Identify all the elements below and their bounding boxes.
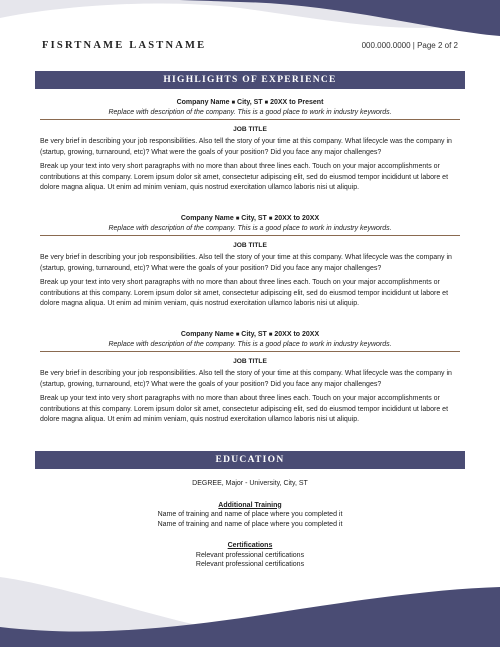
- top-wave-decoration: [0, 0, 500, 40]
- company-description: Replace with description of the company. This is a good place to work in industry keywords.: [108, 109, 392, 116]
- job-paragraph: Break up your text into very short paragraphs with no more than about three lines each. Touch on your major accomplishments or contributions at this company. Lorem ipsum dolor sit amet, consectetur adipiscing elit, sed do eiusmod tempor incididunt ut labore et dolore magna aliqua. Ut enim ad minim veniam, quis nostrud exercitation ullamco laboris nisi ut aliquip.: [40, 395, 449, 424]
- certification-item: Relevant professional certifications: [195, 551, 305, 559]
- job-paragraph: Be very brief in describing your job responsibilities. Also tell the story of your time at this company. What lifecycle was the company in (startup, growing, turnaround, etc)? What were the goals of your position? Did you face any major challenges?: [40, 254, 452, 272]
- square-bullet-icon: ■: [235, 216, 240, 222]
- training-item: Name of training and name of place where you completed it: [157, 511, 343, 518]
- job-entry-3: [40, 330, 460, 430]
- divider: [40, 351, 460, 352]
- job-title: JOB TITLE: [233, 126, 267, 133]
- phone-and-page: 000.000.0000 | Page 2 of 2: [361, 41, 458, 50]
- company-description: Replace with description of the company. This is a good place to work in industry keywords.: [108, 225, 392, 232]
- job-paragraph: Be very brief in describing your job responsibilities. Also tell the story of your time at this company. What lifecycle was the company in (startup, growing, turnaround, etc)? What were the goals of your position? Did you face any major challenges?: [40, 370, 452, 388]
- additional-training-heading: Additional Training: [218, 501, 282, 509]
- job-dates: 20XX to 20XX: [274, 215, 320, 222]
- training-item: Name of training and name of place where you completed it: [157, 520, 343, 528]
- company-line: [40, 214, 460, 224]
- company-name: Company Name: [180, 331, 234, 338]
- company-line: [40, 330, 460, 340]
- job-title: JOB TITLE: [233, 358, 267, 365]
- job-dates: 20XX to 20XX: [274, 331, 320, 338]
- job-title: JOB TITLE: [233, 242, 267, 249]
- square-bullet-icon: ■: [235, 332, 240, 338]
- company-description: Replace with description of the company. This is a good place to work in industry keywords.: [108, 341, 392, 348]
- company-name: Company Name: [180, 215, 234, 222]
- square-bullet-icon: ■: [268, 216, 273, 222]
- job-dates: 20XX to Present: [270, 99, 324, 106]
- certifications-heading: Certifications: [227, 542, 273, 549]
- job-paragraph: Be very brief in describing your job responsibilities. Also tell the story of your time at this company. What lifecycle was the company in (startup, growing, turnaround, etc)? What were the goals of your position? Did you face any major challenges?: [40, 138, 452, 156]
- square-bullet-icon: ■: [268, 332, 273, 338]
- company-line: [40, 98, 460, 108]
- degree-line: DEGREE, Major - University, City, ST: [192, 480, 308, 487]
- job-entry-2: [40, 214, 460, 314]
- company-location: City, ST: [237, 99, 263, 106]
- education-block: [40, 479, 460, 570]
- divider: [40, 235, 460, 236]
- job-paragraph: Break up your text into very short paragraphs with no more than about three lines each. Touch on your major accomplishments or contributions at this company. Lorem ipsum dolor sit amet, consectetur adipiscing elit, sed do eiusmod tempor incididunt ut labore et dolore magna aliqua. Ut enim ad minim veniam, quis nostrud exercitation ullamco laboris nisi ut aliquip.: [40, 279, 449, 308]
- experience-section-header: HIGHLIGHTS OF EXPERIENCE: [35, 71, 465, 89]
- candidate-name: FISRTNAME LASTNAME: [42, 40, 207, 51]
- divider: [40, 119, 460, 120]
- education-section-header: EDUCATION: [35, 451, 465, 469]
- job-entry-1: [40, 98, 460, 198]
- company-location: City, ST: [241, 215, 267, 222]
- job-paragraph: Break up your text into very short paragraphs with no more than about three lines each. Touch on your major accomplishments or contributions at this company. Lorem ipsum dolor sit amet, consectetur adipiscing elit, sed do eiusmod tempor incididunt ut labore et dolore magna aliqua. Ut enim ad minim veniam, quis nostrud exercitation ullamco laboris nisi ut aliquip.: [40, 163, 449, 192]
- square-bullet-icon: ■: [264, 100, 269, 106]
- square-bullet-icon: ■: [231, 100, 236, 106]
- bottom-wave-decoration: [0, 577, 500, 647]
- company-location: City, ST: [241, 331, 267, 338]
- certification-item: Relevant professional certifications: [195, 561, 305, 568]
- company-name: Company Name: [176, 99, 230, 106]
